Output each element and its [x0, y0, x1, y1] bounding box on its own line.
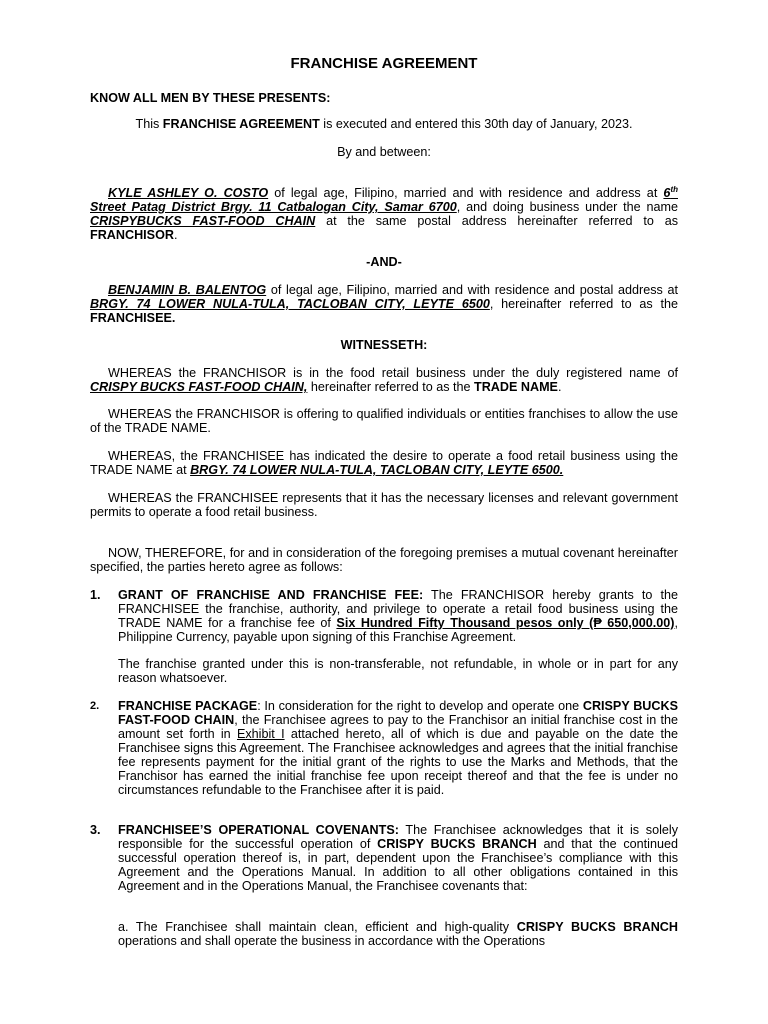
intro-heading: KNOW ALL MEN BY THESE PRESENTS:	[90, 91, 331, 105]
franchisee-name: BENJAMIN B. BALENTOG	[108, 283, 267, 297]
franchisee-text-2: , hereinafter referred to as the	[489, 297, 679, 311]
franchisor-address: 6th Street Patag District Brgy. 11 Catbalogan City, Samar 6700	[90, 184, 678, 214]
franchisor-paragraph: KYLE ASHLEY O. COSTO of legal age, Filipino, married and with residence and address at 6th Street Patag District Brgy. 11 Catbalogan City, Samar 6700, and doing business under the name CRISPYBUCKS FAST-FOOD CHAIN at the same postal address hereinafter referred to as FRANCHISOR.	[90, 184, 678, 242]
section-3-item-a-brand: CRISPY BUCKS BRANCH	[516, 920, 679, 934]
franchisor-role: FRANCHISOR	[90, 228, 174, 242]
whereas-paragraph-2: WHEREAS the FRANCHISOR is offering to qualified individuals or entities franchises to allow the use of the TRADE NAME.	[90, 407, 678, 435]
exhibit-reference: Exhibit I	[236, 727, 285, 741]
franchisor-text-1: of legal age, Filipino, married and with residence and address at	[268, 186, 664, 200]
franchisee-text-1: of legal age, Filipino, married and with residence and postal address at	[266, 283, 678, 297]
section-3-item-a: a. The Franchisee shall maintain clean, efficient and high-quality CRISPY BUCKS BRANCH operations and shall operate the business in accordance with the Operations	[118, 920, 679, 948]
section-3-number: 3.	[90, 823, 101, 837]
whereas-paragraph-3: WHEREAS, the FRANCHISEE has indicated the desire to operate a food retail business using the TRADE NAME at BRGY. 74 LOWER NULA-TULA, TACLOBAN CITY, LEYTE 6500.	[90, 449, 678, 477]
franchisor-text-2: , and doing business under the name	[456, 200, 678, 214]
whereas-paragraph-1: WHEREAS the FRANCHISOR is in the food retail business under the duly registered name of CRISPY BUCKS FAST-FOOD CHAIN, hereinafter referred to as the TRADE NAME.	[90, 366, 678, 394]
franchise-fee-amount: Six Hundred Fifty Thousand pesos only (₱ 650,000.00)	[336, 616, 675, 630]
by-and-between: By and between:	[337, 145, 431, 159]
trade-name-term: TRADE NAME	[474, 380, 558, 394]
section-2-number: 2.	[90, 700, 100, 712]
franchisee-paragraph	[90, 283, 678, 325]
trade-name-underlined: CRISPY BUCKS FAST-FOOD CHAIN,	[90, 380, 308, 394]
exec-text-c: is executed and entered this 30th day of January, 2023.	[319, 117, 633, 131]
section-2-heading: FRANCHISE PACKAGE	[118, 699, 258, 713]
section-2-paragraph: FRANCHISE PACKAGE: In consideration for the right to develop and operate one CRISPY BUCKS FAST-FOOD CHAIN, the Franchisee agrees to pay to the Franchisor an initial franchise cost in the amount set forth in Exhibit I attached hereto, all of which is due and payable on the date the Franchisee signs this Agreement. The Franchisee acknowledges and agrees that the initial franchise fee represents payment for the initial grant of the rights to use the Marks and Methods, that the Franchisor has earned the initial franchise fee upon receipt thereof and that the fee is under no circumstances refundable to the Franchisee after it is paid.	[118, 699, 678, 797]
franchisee-address: BRGY. 74 LOWER NULA-TULA, TACLOBAN CITY, LEYTE 6500	[90, 297, 490, 311]
and-separator: -AND-	[366, 255, 402, 269]
section-3-brand: CRISPY BUCKS BRANCH	[377, 837, 537, 851]
section-3-paragraph: FRANCHISEE’S OPERATIONAL COVENANTS: The Franchisee acknowledges that it is solely responsible for the successful operation of CRISPY BUCKS BRANCH and that the continued successful operation thereof is, in part, dependent upon the Franchisee’s compliance with this Agreement and the Operations Manual. In addition to all other obligations contained in this Agreement and in the Operations Manual, the Franchisee covenants that:	[118, 823, 678, 893]
section-1-number: 1.	[90, 588, 101, 602]
whereas-paragraph-4: WHEREAS the FRANCHISEE represents that it has the necessary licenses and relevant government permits to operate a food retail business.	[90, 491, 678, 519]
section-1-paragraph: GRANT OF FRANCHISE AND FRANCHISE FEE: The FRANCHISOR hereby grants to the FRANCHISEE the franchise, authority, and privilege to operate a retail food business using the TRADE NAME for a franchise fee of Six Hundred Fifty Thousand pesos only (₱ 650,000.00), Philippine Currency, payable upon signing of this Franchise Agreement.	[118, 588, 678, 644]
franchisor-text-3: at the same postal address hereinafter referred to as	[315, 214, 678, 228]
franchisor-business-name: CRISPYBUCKS FAST-FOOD CHAIN	[90, 214, 316, 228]
execution-paragraph	[90, 117, 678, 131]
now-therefore-paragraph: NOW, THEREFORE, for and in consideration of the foregoing premises a mutual covenant hereinafter specified, the parties hereto agree as follows:	[90, 546, 678, 574]
exec-text-a: This	[135, 117, 163, 131]
franchisee-role: FRANCHISEE.	[90, 311, 176, 325]
section-1-heading: GRANT OF FRANCHISE AND FRANCHISE FEE:	[118, 588, 424, 602]
section-3-heading: FRANCHISEE’S OPERATIONAL COVENANTS:	[118, 823, 399, 837]
exec-agreement-term: FRANCHISE AGREEMENT	[162, 117, 320, 131]
section-2-brand: CRISPY BUCKS FAST-FOOD CHAIN	[118, 699, 678, 727]
franchisor-name: KYLE ASHLEY O. COSTO	[108, 186, 269, 200]
section-1-nontransferable: The franchise granted under this is non-transferable, not refundable, in whole or in part for any reason whatsoever.	[118, 657, 678, 685]
franchisee-location: BRGY. 74 LOWER NULA-TULA, TACLOBAN CITY, LEYTE 6500.	[190, 463, 564, 477]
document-title: FRANCHISE AGREEMENT	[290, 55, 478, 72]
witnesseth-heading: WITNESSETH:	[340, 338, 428, 352]
